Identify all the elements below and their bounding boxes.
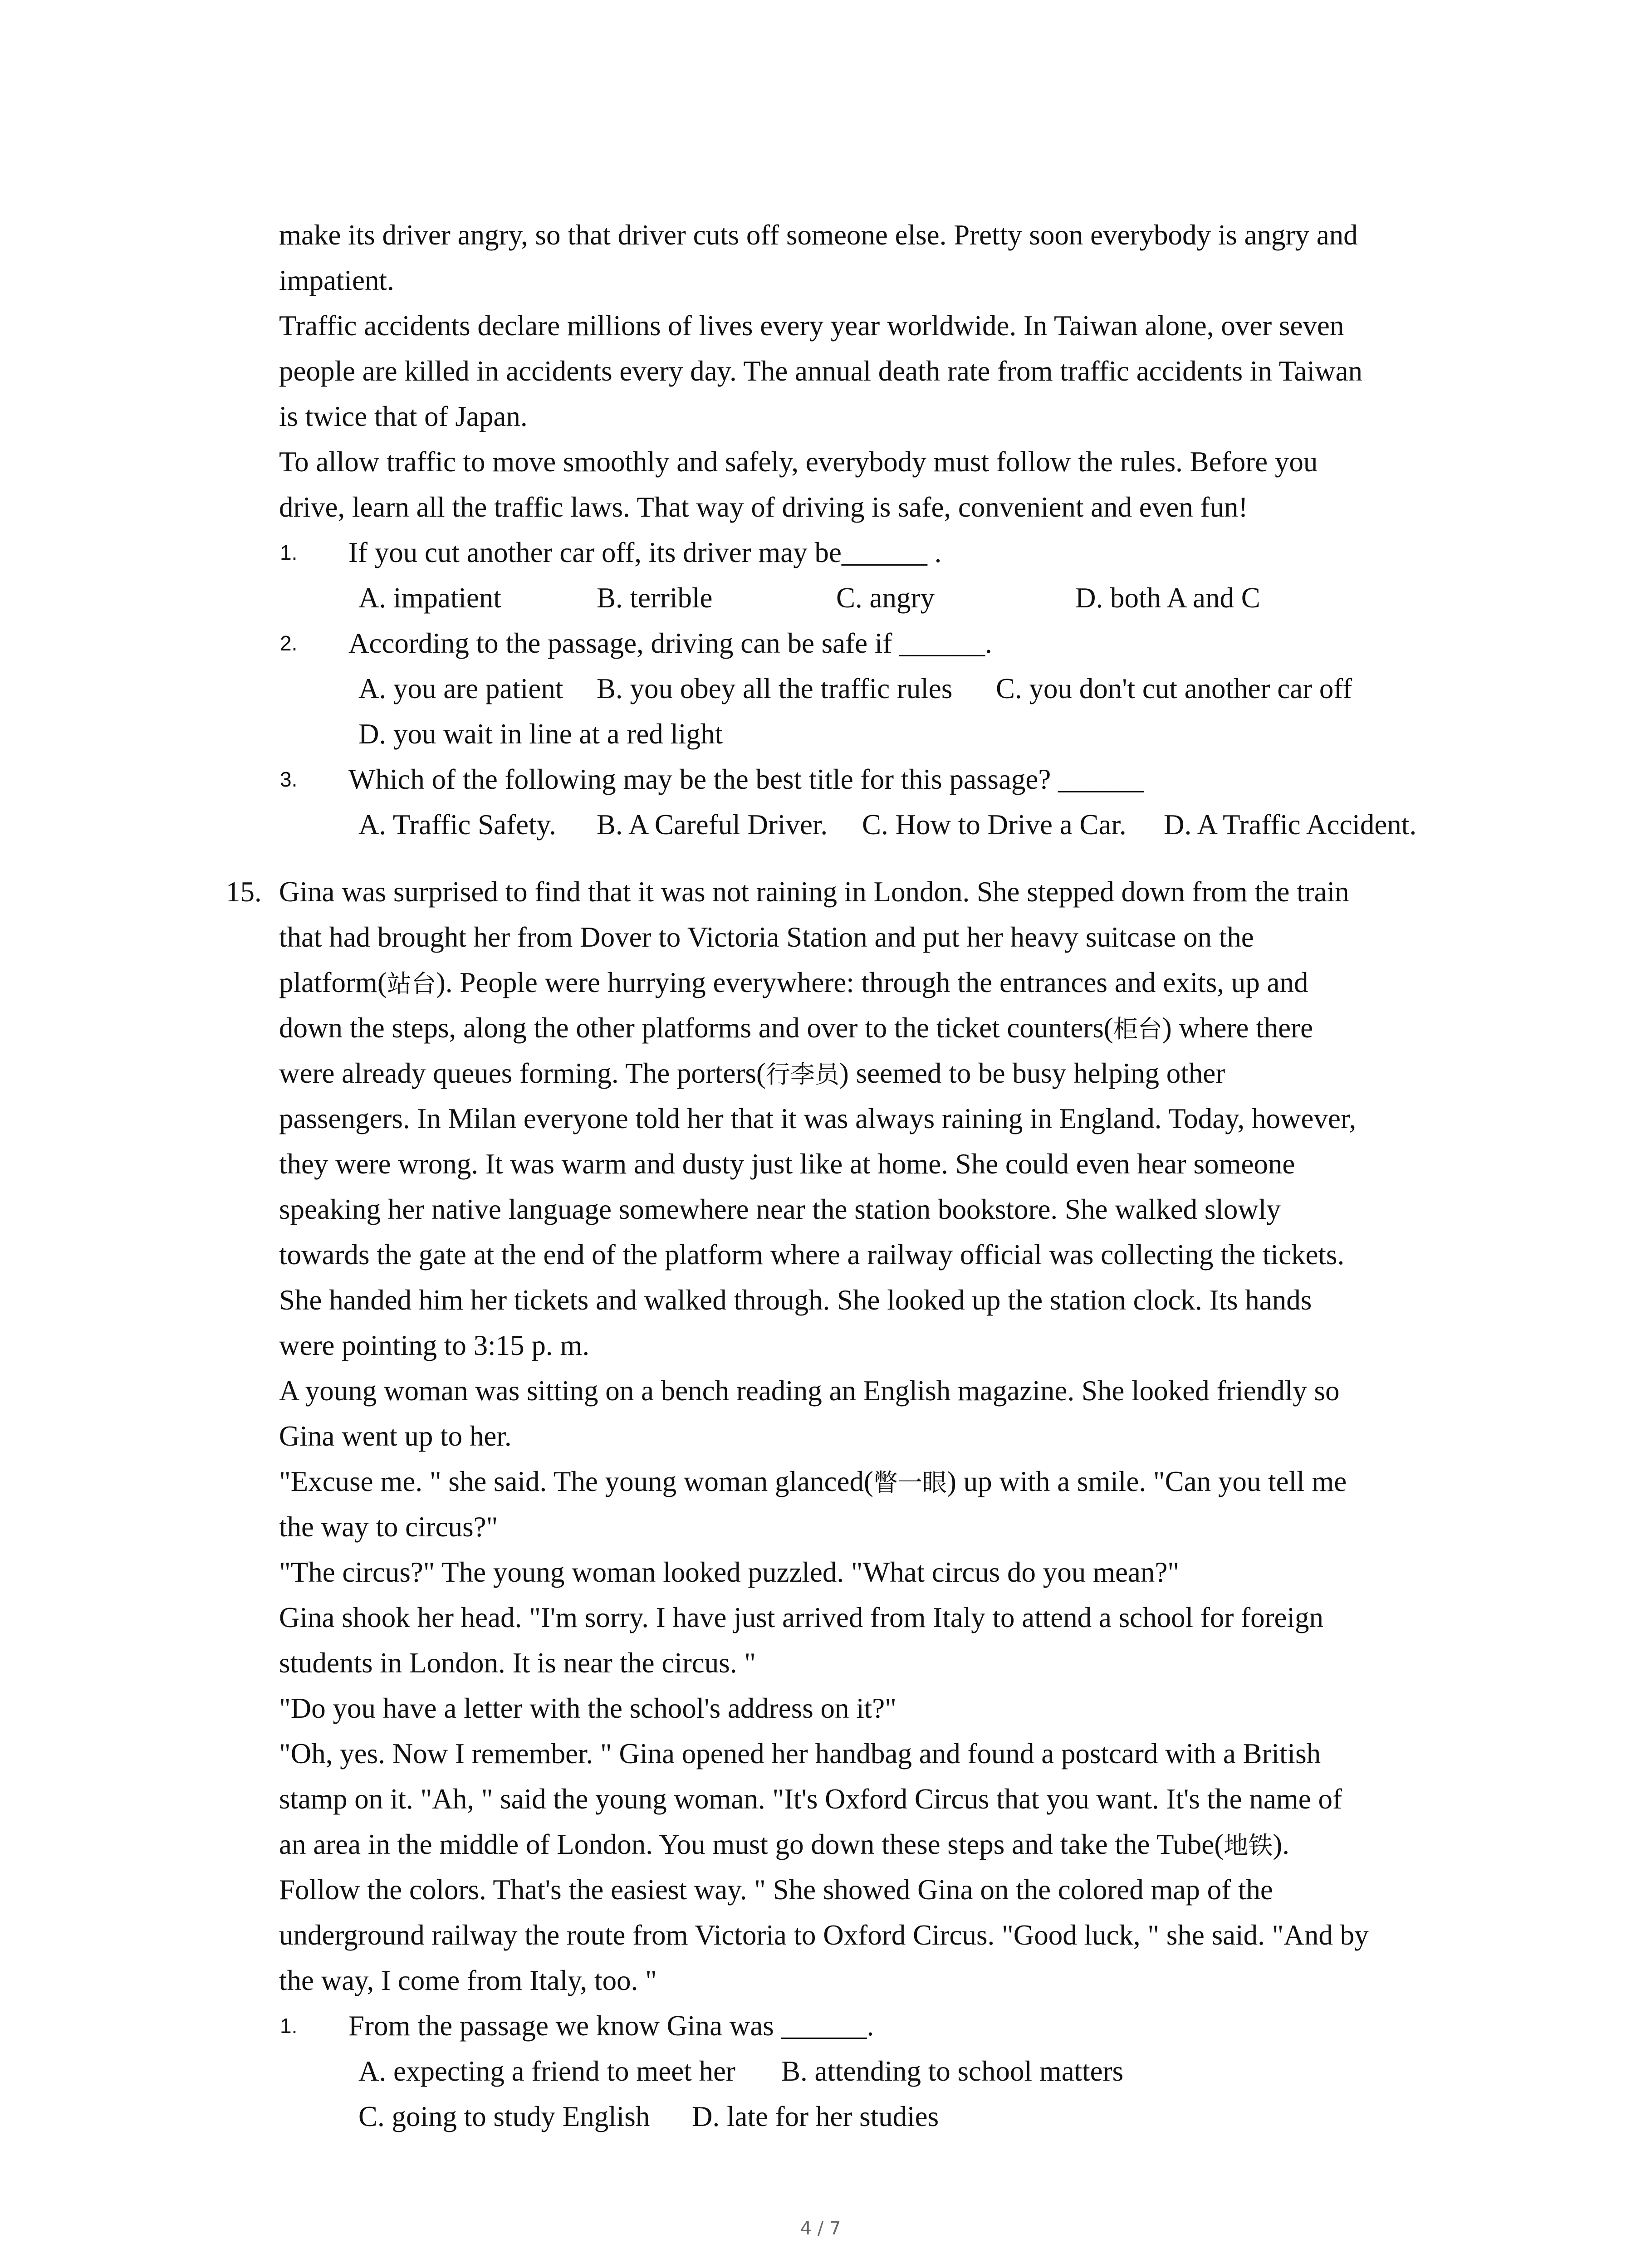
passage15-line: She handed him her tickets and walked through. She looked up the station clock. Its hands [279,1284,1312,1316]
passage15-line: were already queues forming. The porters(行李员) seemed to be busy helping other [279,1057,1225,1089]
passage15-line: passengers. In Milan everyone told her that it was always raining in England. Today, however, [279,1103,1357,1134]
chinese-gloss: 地铁 [1224,1831,1273,1860]
passage14-line: To allow traffic to move smoothly and safely, everybody must follow the rules. Before you [279,446,1318,478]
option-d: D. you wait in line at a red light [358,718,723,750]
question-stem: According to the passage, driving can be safe if ______. [348,627,992,659]
passage14-line: people are killed in accidents every day. The annual death rate from traffic accidents in Taiwan [279,355,1362,387]
passage15-line: speaking her native language somewhere near the station bookstore. She walked slowly [279,1193,1281,1225]
section-number: 15. [226,876,262,908]
option-a: A. you are patient [358,673,563,704]
passage15-line: towards the gate at the end of the platform where a railway official was collecting the tickets. [279,1239,1345,1271]
passage15-line: "Excuse me. " she said. The young woman glanced(瞥一眼) up with a smile. "Can you tell me [279,1466,1347,1497]
option-a: A. impatient [358,582,501,614]
option-b: B. A Careful Driver. [597,809,828,841]
passage15-line: Gina shook her head. "I'm sorry. I have just arrived from Italy to attend a school for foreign [279,1602,1324,1633]
chinese-gloss: 瞥一眼 [873,1468,947,1497]
option-d: D. A Traffic Accident. [1164,809,1417,841]
question-number: 1. [280,2014,298,2038]
option-c: C. going to study English [358,2101,650,2132]
option-b: B. terrible [597,582,713,614]
option-c: C. How to Drive a Car. [862,809,1127,841]
passage15-line: stamp on it. "Ah, " said the young woman. "It's Oxford Circus that you want. It's the name of [279,1783,1342,1815]
passage15-line: platform(站台). People were hurrying everywhere: through the entrances and exits, up and [279,967,1308,998]
passage15-line: "Do you have a letter with the school's address on it?" [279,1692,896,1724]
passage15-line: the way, I come from Italy, too. " [279,1965,657,1996]
passage14-line: Traffic accidents declare millions of lives every year worldwide. In Taiwan alone, over seven [279,310,1344,342]
passage15-line: students in London. It is near the circus. " [279,1647,756,1679]
question-stem: If you cut another car off, its driver may be______ . [348,537,942,568]
option-a: A. expecting a friend to meet her [358,2055,735,2087]
chinese-gloss: 站台 [387,969,436,998]
chinese-gloss: 行李员 [765,1060,839,1089]
option-c: C. you don't cut another car off [996,673,1352,704]
passage15-line: that had brought her from Dover to Victoria Station and put her heavy suitcase on the [279,921,1254,953]
passage15-line: underground railway the route from Victoria to Oxford Circus. "Good luck, " she said. "And by [279,1919,1369,1951]
option-d: D. both A and C [1075,582,1260,614]
option-b: B. attending to school matters [781,2055,1124,2087]
passage14-line: is twice that of Japan. [279,401,528,432]
passage14-line: drive, learn all the traffic laws. That way of driving is safe, convenient and even fun! [279,491,1248,523]
passage15-line: down the steps, along the other platforms and over to the ticket counters(柜台) where there [279,1012,1313,1044]
question-stem: From the passage we know Gina was ______. [348,2010,874,2042]
passage15-line: they were wrong. It was warm and dusty just like at home. She could even hear someone [279,1148,1295,1180]
passage15-line: were pointing to 3:15 p. m. [279,1330,590,1361]
passage15-line: Gina was surprised to find that it was not raining in London. She stepped down from the train [279,876,1349,908]
passage14-line: impatient. [279,264,394,296]
option-c: C. angry [836,582,935,614]
question-stem: Which of the following may be the best title for this passage? ______ [348,763,1144,795]
passage15-line: an area in the middle of London. You must go down these steps and take the Tube(地铁). [279,1828,1289,1860]
question-number: 1. [280,541,298,564]
passage15-line: "The circus?" The young woman looked puzzled. "What circus do you mean?" [279,1556,1180,1588]
passage14-line: make its driver angry, so that driver cuts off someone else. Pretty soon everybody is angry and [279,219,1358,251]
passage15-line: A young woman was sitting on a bench reading an English magazine. She looked friendly so [279,1375,1340,1407]
passage15-line: "Oh, yes. Now I remember. " Gina opened her handbag and found a postcard with a British [279,1738,1321,1769]
option-a: A. Traffic Safety. [358,809,556,841]
passage15-line: the way to circus?" [279,1511,498,1543]
question-number: 3. [280,767,298,791]
passage15-line: Gina went up to her. [279,1420,512,1452]
page-number: 4 / 7 [800,2218,841,2239]
option-d: D. late for her studies [692,2101,939,2132]
passage15-line: Follow the colors. That's the easiest way. " She showed Gina on the colored map of the [279,1874,1273,1906]
option-b: B. you obey all the traffic rules [597,673,953,704]
chinese-gloss: 柜台 [1113,1015,1162,1043]
question-number: 2. [280,631,298,655]
